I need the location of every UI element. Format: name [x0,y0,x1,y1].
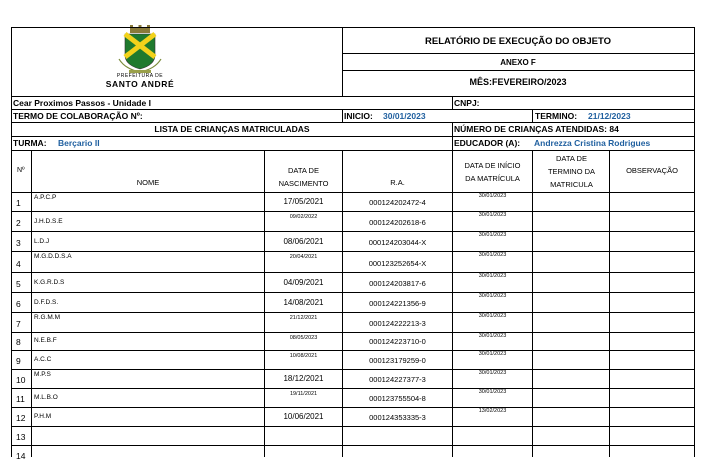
logo-label-main: SANTO ANDRÉ [105,79,175,89]
start-value: 30/01/2023 [383,111,426,121]
enrollment-start: 30/01/2023 [478,370,507,376]
row-number: 14 [16,451,26,461]
header-birth-2: NASCIMENTO [278,179,329,188]
enrollment-start: 13/02/2023 [478,408,507,414]
enrollment-start: 30/01/2023 [478,232,507,238]
enrollment-start: 30/01/2023 [478,212,507,218]
header-name: NOME [136,178,160,187]
header-start-2: DA MATRÍCULA [465,174,520,183]
birth-date: 04/09/2021 [283,278,324,287]
header-obs: OBSERVAÇÃO [626,166,678,175]
header-ra: R.A. [390,178,405,187]
birth-date: 17/05/2021 [283,197,324,206]
ra-number: 000124203817-6 [369,279,426,288]
birth-date: 20/04/2021 [289,254,318,260]
header-birth-1: DATA DE [288,166,319,175]
row-number: 13 [16,432,26,442]
birth-date: 19/11/2021 [289,391,318,397]
birth-date: 14/08/2021 [283,298,324,307]
header-num: Nº [17,167,25,174]
enrollment-start: 30/01/2023 [478,351,507,357]
ra-number: 000124202618-6 [369,218,426,227]
enrollment-start: 30/01/2023 [478,313,507,319]
child-name: D.F.D.S. [34,299,59,306]
report-annex: ANEXO F [500,58,536,67]
birth-date: 10/08/2021 [289,353,318,359]
ra-number: 000123755504-8 [369,394,426,403]
header-end-2: TERMINO DA [547,167,596,176]
report-title: RELATÓRIO DE EXECUÇÃO DO OBJETO [425,36,611,47]
educator-label: EDUCADOR (A): [454,138,521,148]
row-number: 1 [16,198,21,208]
child-name: A.C.C [34,356,52,363]
end-value: 21/12/2023 [588,111,631,121]
row-number: 5 [16,279,21,289]
child-name: M.P.S [34,371,51,378]
birth-date: 10/06/2021 [283,412,324,421]
end-label: TERMINO: [535,111,578,121]
report-month: MÊS:FEVEREIRO/2023 [469,77,567,87]
educator-value: Andrezza Cristina Rodrigues [534,138,651,148]
row-number: 9 [16,356,21,366]
child-name: J.H.D.S.E [34,218,63,225]
row-number: 2 [16,218,21,228]
row-number: 11 [16,394,25,404]
child-name: K.G.R.D.S [34,279,65,286]
child-name: P.H.M [34,413,52,420]
start-label: INICIO: [344,111,373,121]
birth-date: 08/06/2021 [283,237,324,246]
row-number: 3 [16,238,21,248]
enrollment-start: 30/01/2023 [478,389,507,395]
birth-date: 09/02/2022 [289,214,318,220]
header-end-3: MATRICULA [550,180,593,189]
enrollment-start: 30/01/2023 [478,333,507,339]
row-number: 10 [16,375,26,385]
enrollment-start: 30/01/2023 [478,252,507,258]
ra-number: 000123179259-0 [369,356,426,365]
class-label: TURMA: [13,138,47,148]
ra-number: 000124202472-4 [369,198,426,207]
enrollment-start: 30/01/2023 [478,193,507,199]
row-number: 12 [16,413,26,423]
ra-number: 000123252654-X [368,259,427,268]
row-number: 6 [16,299,21,309]
ra-number: 000124223710-0 [369,337,426,346]
ra-number: 000124227377-3 [369,375,426,384]
birth-date: 18/12/2021 [283,374,324,383]
ra-number: 000124203044-X [368,238,427,247]
child-name: R.G.M.M [34,314,60,321]
ra-number: 000124222213-3 [369,319,426,328]
ra-number: 000124221356-9 [369,299,426,308]
children-count: NÚMERO DE CRIANÇAS ATENDIDAS: 84 [454,124,619,134]
cnpj-label: CNPJ: [454,98,480,108]
row-number: 8 [16,337,21,347]
row-number: 4 [16,259,21,269]
child-name: L.D.J [34,238,50,245]
header-start-1: DATA DE INÍCIO [464,161,521,170]
enrollment-start: 30/01/2023 [478,273,507,279]
enrollment-start: 30/01/2023 [478,293,507,299]
header-end-1: DATA DE [556,154,587,163]
child-name: M.L.B.O [34,394,58,401]
birth-date: 08/05/2023 [289,335,318,341]
child-name: M.G.D.D.S.A [34,253,72,260]
ra-number: 000124353335-3 [369,413,426,422]
term-label: TERMO DE COLABORAÇÃO Nº: [13,111,143,121]
class-value: Berçario II [58,138,100,148]
logo-label-top: PREFEITURA DE [116,73,164,79]
unit-name: Cear Proximos Passos - Unidade I [13,98,151,108]
child-name: N.E.B.F [34,337,57,344]
row-number: 7 [16,319,21,329]
birth-date: 21/12/2021 [289,315,318,321]
child-name: A.P.C.P [34,194,57,201]
list-title: LISTA DE CRIANÇAS MATRICULADAS [154,124,310,134]
